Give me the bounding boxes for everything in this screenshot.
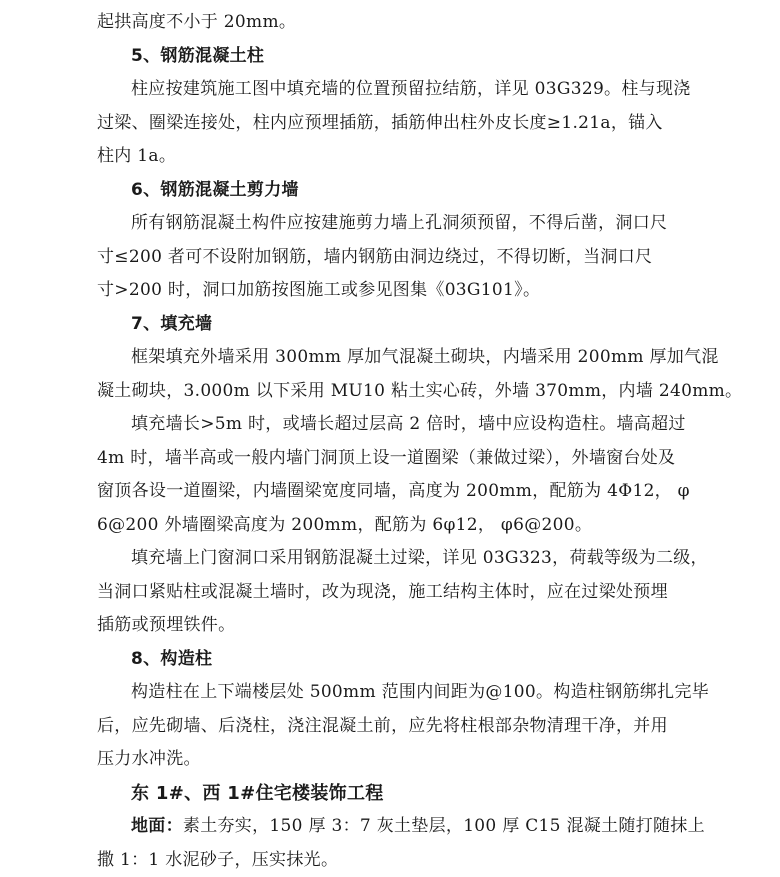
section-heading-7: 7、填充墙 (97, 308, 717, 342)
paragraph-line: 填充墙长>5m 时，或墙长超过层高 2 倍时，墙中应设构造柱。墙高超过 (97, 408, 717, 442)
section-heading-8: 8、构造柱 (97, 643, 717, 677)
paragraph-line: 柱内 1a。 (97, 140, 717, 174)
paragraph-line: 寸>200 时，洞口加筋按图施工或参见图集《03G101》。 (97, 274, 717, 308)
paragraph-line: 撒 1：1 水泥砂子，压实抹光。 (97, 844, 717, 877)
paragraph-line: 填充墙上门窗洞口采用钢筋混凝土过梁，详见 03G323，荷载等级为二级， (97, 542, 717, 576)
paragraph-line: 所有钢筋混凝土构件应按建施剪力墙上孔洞须预留，不得后凿，洞口尺 (97, 207, 717, 241)
section-heading-5: 5、钢筋混凝土柱 (97, 40, 717, 74)
paragraph-line: 当洞口紧贴柱或混凝土墙时，改为现浇，施工结构主体时，应在过梁处预埋 (97, 576, 717, 610)
paragraph-line: 构造柱在上下端楼层处 500mm 范围内间距为@100。构造柱钢筋绑扎完毕 (97, 676, 717, 710)
floor-text: 素土夯实，150 厚 3：7 灰土垫层，100 厚 C15 混凝土随打随抹上 (183, 816, 705, 836)
major-section-heading: 东 1#、西 1#住宅楼装饰工程 (97, 777, 717, 811)
paragraph-line: 后，应先砌墙、后浇柱，浇注混凝土前，应先将柱根部杂物清理干净，并用 (97, 710, 717, 744)
paragraph-line: 6@200 外墙圈梁高度为 200mm，配筋为 6φ12， φ6@200。 (97, 509, 717, 543)
paragraph-line: 窗顶各设一道圈梁，内墙圈梁宽度同墙，高度为 200mm，配筋为 4Φ12， φ (97, 475, 717, 509)
floor-label: 地面： (131, 816, 183, 836)
paragraph-line: 柱应按建筑施工图中填充墙的位置预留拉结筋，详见 03G329。柱与现浇 (97, 73, 717, 107)
paragraph-line (97, 810, 717, 844)
paragraph-line: 4m 时，墙半高或一般内墙门洞顶上设一道圈梁（兼做过梁），外墙窗台处及 (97, 442, 717, 476)
paragraph-line: 凝土砌块，3.000m 以下采用 MU10 粘土实心砖，外墙 370mm，内墙 240mm。 (97, 375, 717, 409)
paragraph-line: 寸≤200 者可不设附加钢筋，墙内钢筋由洞边绕过，不得切断，当洞口尺 (97, 241, 717, 275)
paragraph-line: 起拱高度不小于 20mm。 (97, 6, 717, 40)
document-page (97, 6, 717, 877)
paragraph-line: 过梁、圈梁连接处，柱内应预埋插筋，插筋伸出柱外皮长度≥1.21a，锚入 (97, 107, 717, 141)
paragraph-line: 框架填充外墙采用 300mm 厚加气混凝土砌块，内墙采用 200mm 厚加气混 (97, 341, 717, 375)
paragraph-line: 插筋或预埋铁件。 (97, 609, 717, 643)
paragraph-line: 压力水冲洗。 (97, 743, 717, 777)
section-heading-6: 6、钢筋混凝土剪力墙 (97, 174, 717, 208)
